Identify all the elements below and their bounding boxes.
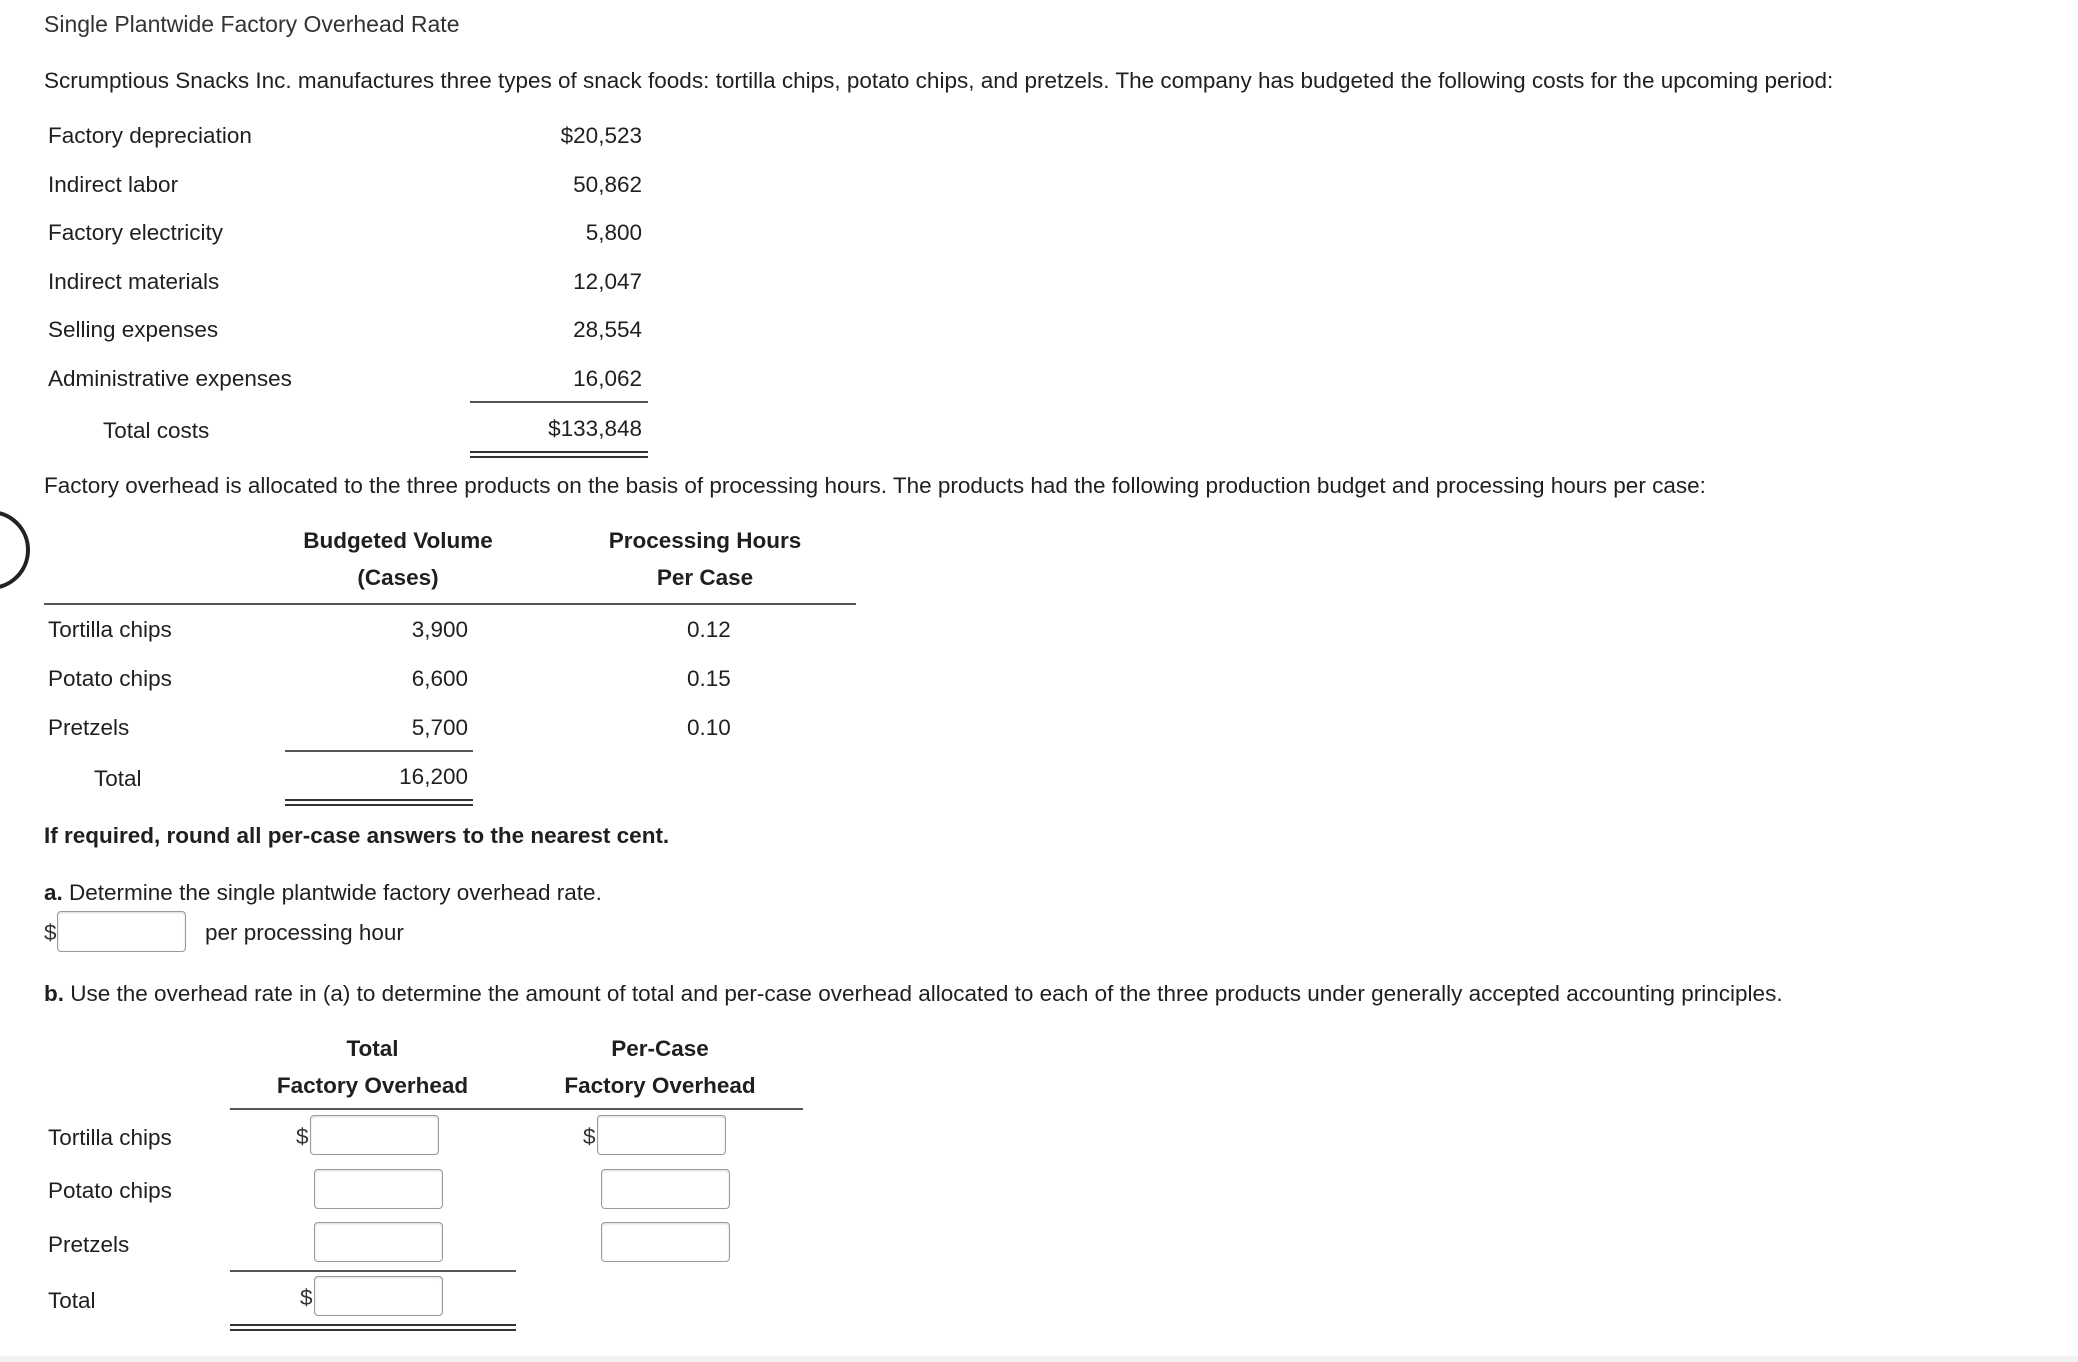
product-volume: 6,600 <box>411 666 468 691</box>
currency-symbol: $ <box>300 1285 313 1310</box>
row-label: Tortilla chips <box>48 1125 172 1150</box>
subtotal-rule <box>470 401 648 403</box>
total-subtotal-rule <box>230 1270 516 1272</box>
total-double-rule <box>470 451 648 458</box>
cost-value: 12,047 <box>573 269 642 294</box>
total-costs-value: $133,848 <box>548 416 642 441</box>
header-processing-hours: Processing Hours <box>608 528 802 553</box>
header-per-case: Per Case <box>656 565 754 590</box>
row-label: Potato chips <box>48 1178 172 1203</box>
header-per-case-factory-overhead: Factory Overhead <box>564 1073 756 1098</box>
volume-total-double-rule <box>285 799 473 806</box>
product-hours: 0.15 <box>687 666 731 691</box>
part-a-text: Determine the single plantwide factory overhead rate. <box>69 880 602 905</box>
row-label: Pretzels <box>48 1232 130 1257</box>
cost-value: 16,062 <box>573 366 642 391</box>
product-hours: 0.12 <box>687 617 731 642</box>
cost-value: 5,800 <box>585 220 642 245</box>
cost-label: Factory depreciation <box>48 123 252 148</box>
part-b-letter: b. <box>44 981 64 1006</box>
total-costs-label: Total costs <box>103 418 210 443</box>
header-cases: (Cases) <box>357 565 439 590</box>
part-b-question <box>44 981 1783 1007</box>
cost-label: Factory electricity <box>48 220 224 245</box>
product-label: Tortilla chips <box>48 617 172 642</box>
product-hours: 0.10 <box>687 715 731 740</box>
header-total: Total <box>346 1036 399 1061</box>
potato-total-overhead-input[interactable] <box>314 1169 443 1209</box>
product-volume: 3,900 <box>411 617 468 642</box>
rate-unit-label: per processing hour <box>205 920 404 945</box>
production-total-label: Total <box>94 766 142 791</box>
header-per-case: Per-Case <box>611 1036 709 1061</box>
pretzels-per-case-overhead-input[interactable] <box>601 1222 730 1262</box>
tortilla-per-case-overhead-input[interactable] <box>597 1115 726 1155</box>
total-row-label: Total <box>48 1288 96 1313</box>
total-double-rule <box>230 1324 516 1331</box>
potato-per-case-overhead-input[interactable] <box>601 1169 730 1209</box>
currency-symbol: $ <box>583 1124 596 1149</box>
bottom-divider <box>0 1356 2078 1362</box>
production-total-volume: 16,200 <box>399 764 468 789</box>
cost-label: Indirect labor <box>48 172 179 197</box>
cost-label: Administrative expenses <box>48 366 292 391</box>
rate-currency: $ <box>44 920 57 945</box>
navigation-circle-icon[interactable] <box>0 510 30 590</box>
volume-subtotal-rule <box>285 750 473 752</box>
allocation-text: Factory overhead is allocated to the three products on the basis of processing hours. The products had the following production budget and processing hours per case: <box>44 473 1706 498</box>
part-a-letter: a. <box>44 880 63 905</box>
tortilla-total-overhead-input[interactable] <box>310 1115 439 1155</box>
cost-value: 50,862 <box>573 172 642 197</box>
header-total-factory-overhead: Factory Overhead <box>276 1073 469 1098</box>
rounding-note: If required, round all per-case answers to the nearest cent. <box>44 823 670 848</box>
cost-label: Indirect materials <box>48 269 220 294</box>
product-label: Potato chips <box>48 666 172 691</box>
cost-value: 28,554 <box>573 317 642 342</box>
intro-text: Scrumptious Snacks Inc. manufactures three types of snack foods: tortilla chips, potato chips, and pretzels. The company has budgeted the following costs for the upcoming period: <box>44 68 1834 93</box>
overhead-rate-input[interactable] <box>57 911 186 952</box>
header-rule <box>44 603 856 605</box>
header-rule <box>230 1108 803 1110</box>
header-budgeted-volume: Budgeted Volume <box>303 528 493 553</box>
part-a-question <box>44 880 602 906</box>
part-b-text: Use the overhead rate in (a) to determine the amount of total and per-case overhead allocated to each of the three products under generally accepted accounting principles. <box>70 981 1783 1006</box>
product-volume: 5,700 <box>411 715 468 740</box>
cost-label: Selling expenses <box>48 317 219 342</box>
currency-symbol: $ <box>296 1124 309 1149</box>
product-label: Pretzels <box>48 715 130 740</box>
cost-value: $20,523 <box>560 123 642 148</box>
total-overhead-input[interactable] <box>314 1276 443 1316</box>
pretzels-total-overhead-input[interactable] <box>314 1222 443 1262</box>
page-title: Single Plantwide Factory Overhead Rate <box>44 11 460 37</box>
